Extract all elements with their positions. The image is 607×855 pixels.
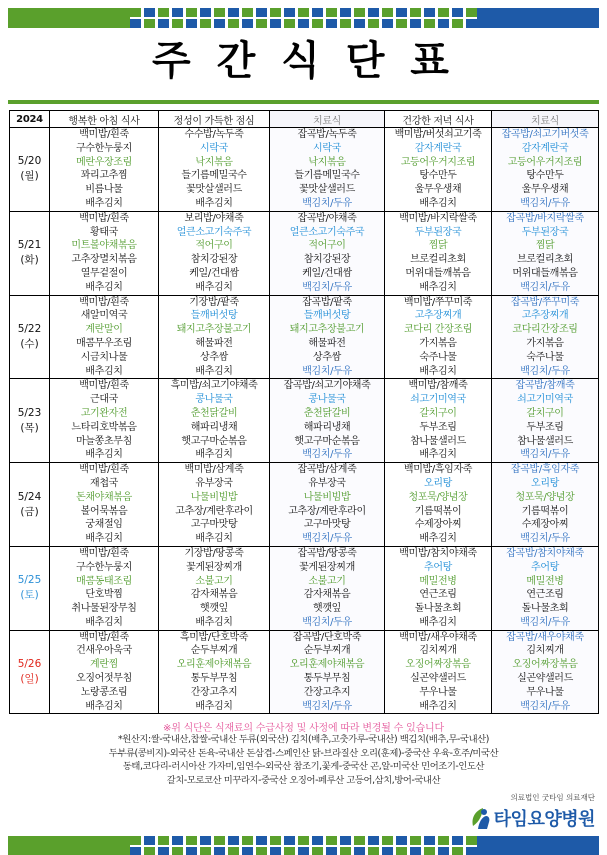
menu-item: 춘천닭갈비	[190, 407, 238, 419]
menu-item: 열무겉절이	[80, 267, 128, 279]
menu-item: 간장고추지	[303, 686, 351, 698]
origin-info	[8, 733, 599, 787]
menu-item: 두부조림	[526, 421, 564, 433]
menu-item: 배추김치	[419, 365, 457, 377]
lunch-cell	[159, 379, 270, 463]
menu-body	[10, 128, 599, 714]
menu-item: 돌나물초회	[414, 603, 462, 615]
menu-item: 햇깻잎	[313, 603, 341, 615]
menu-item: 백미밥/흰죽	[79, 212, 129, 224]
menu-item: 갈치구이	[419, 407, 457, 419]
menu-item: 무우나물	[419, 686, 457, 698]
menu-item: 백미밥/쭈꾸미죽	[403, 296, 473, 308]
menu-item: 햇깻잎	[200, 603, 228, 615]
menu-item: 백김치/두유	[520, 533, 570, 545]
menu-item: 돼지고추장불고기	[176, 324, 252, 336]
breakfast-cell	[50, 630, 159, 714]
menu-item: 배추김치	[85, 533, 123, 545]
menu-item: 얼큰소고기숙주국	[289, 226, 365, 238]
date-cell	[10, 295, 50, 379]
origin-line: 동태,코다리-러시아산 가자미,임연수-외국산 참조기,꽃게-중국산 곤,알-미국산 민어조기-인도산	[122, 761, 485, 772]
menu-item: 상추쌈	[313, 351, 341, 363]
menu-item: 잡곡밥/참깨죽	[515, 380, 575, 392]
menu-item: 순두부찌개	[190, 645, 238, 657]
menu-item: 가지볶음	[419, 337, 457, 349]
menu-item: 춘천닭갈비	[303, 407, 351, 419]
breakfast-cell	[50, 128, 159, 212]
menu-item: 오리훈제야채볶음	[176, 659, 252, 671]
menu-item: 해물파전	[308, 337, 346, 349]
dinner-therapy-cell	[492, 379, 599, 463]
menu-item: 해파리냉채	[190, 421, 238, 433]
menu-item: 배추김치	[419, 449, 457, 461]
origin-line: 갈치-모로코산 미꾸라지-중국산 오징어-페루산 고등어,삼치,방어-국내산	[166, 774, 441, 786]
menu-item: 기장밥/땅콩죽	[184, 547, 244, 559]
date-cell	[10, 379, 50, 463]
menu-item: 낙지볶음	[195, 156, 233, 168]
menu-item: 근대국	[90, 394, 118, 406]
menu-item: 황태국	[90, 226, 118, 238]
menu-item: 흑미밥/단호박죽	[179, 631, 249, 643]
menu-item: 매콤무우조림	[76, 337, 132, 349]
lunch-cell	[159, 211, 270, 295]
menu-item: 단호박찜	[85, 589, 123, 601]
menu-item: 백김치/두유	[302, 281, 352, 293]
menu-item: 통두부무침	[190, 673, 238, 685]
menu-item: 재첩국	[90, 477, 118, 489]
menu-item: 잡곡밥/팥죽	[302, 296, 352, 308]
menu-item: 잡곡밥/삼계죽	[297, 464, 357, 476]
menu-item: 백미밥/흑임자죽	[403, 464, 473, 476]
menu-item: 새알미역국	[80, 310, 128, 322]
menu-item: 기름떡볶이	[521, 505, 569, 517]
menu-item: 얼큰소고기숙주국	[176, 226, 252, 238]
breakfast-header: 행복한 아침 식사	[50, 111, 159, 128]
lunch-therapy-header: 치료식	[270, 111, 385, 128]
dinner-cell	[385, 379, 492, 463]
menu-item: 배추김치	[195, 449, 233, 461]
day-row	[10, 463, 599, 547]
menu-item: 백김치/두유	[302, 700, 352, 712]
menu-item: 낙지볶음	[308, 156, 346, 168]
day-row	[10, 630, 599, 714]
weekday-label: (금)	[20, 505, 39, 518]
menu-item: 백미밥/새우야채죽	[399, 631, 477, 643]
leaf-person-icon	[469, 806, 491, 830]
menu-item: 잡곡밥/바지락쌀죽	[506, 212, 584, 224]
menu-item: 배추김치	[419, 700, 457, 712]
menu-item: 케일/건대쌈	[189, 267, 239, 279]
menu-item: 백김치/두유	[520, 449, 570, 461]
menu-item: 궁채절임	[85, 519, 123, 531]
menu-item: 배추김치	[85, 197, 123, 209]
menu-item: 두부조림	[419, 421, 457, 433]
menu-item: 백김치/두유	[302, 449, 352, 461]
day-row	[10, 211, 599, 295]
lunch-therapy-cell	[270, 630, 385, 714]
menu-item: 잡곡밥/참치야채죽	[506, 547, 584, 559]
menu-item: 들기름메밀국수	[181, 170, 247, 182]
menu-item: 나물비빔밥	[190, 491, 238, 503]
menu-item: 돈채야채볶음	[76, 491, 132, 503]
dinner-therapy-cell	[492, 211, 599, 295]
lunch-cell	[159, 630, 270, 714]
menu-item: 볼어묵볶음	[80, 505, 128, 517]
menu-item: 잡곡밥/녹두죽	[297, 129, 357, 140]
foundation-name: 의료법인 굿타임 의료재단	[510, 793, 595, 802]
menu-item: 실곤약샐러드	[410, 673, 466, 685]
menu-item: 배추김치	[85, 700, 123, 712]
menu-item: 고추장멸치볶음	[71, 254, 137, 266]
menu-item: 잡곡밥/쇠고기야채죽	[283, 380, 371, 392]
year-header: 2024	[10, 111, 50, 128]
menu-item: 매콤동태조림	[76, 575, 132, 587]
weekday-label: (목)	[20, 421, 39, 434]
menu-item: 참치강된장	[190, 254, 238, 266]
menu-item: 백김치/두유	[302, 197, 352, 209]
menu-item: 들기름메밀국수	[294, 170, 360, 182]
menu-item: 쇠고기미역국	[517, 394, 573, 406]
menu-item: 추어탕	[424, 561, 452, 573]
menu-item: 잡곡밥/쇠고기버섯죽	[501, 129, 589, 140]
menu-item: 해파리냉채	[303, 421, 351, 433]
menu-table	[9, 110, 599, 714]
menu-item: 감자채볶음	[303, 589, 351, 601]
menu-item: 시금치나물	[80, 351, 128, 363]
menu-item: 간장고추지	[190, 686, 238, 698]
menu-item: 고추장/계란후라이	[288, 505, 366, 517]
menu-item: 비름나물	[85, 184, 123, 196]
date-label: 5/23	[17, 406, 42, 419]
menu-item: 미트볼야채볶음	[71, 240, 137, 252]
lunch-therapy-cell	[270, 128, 385, 212]
menu-item: 오징어젓무침	[76, 673, 132, 685]
menu-item: 머위대들깨볶음	[512, 267, 578, 279]
menu-item: 연근조림	[526, 589, 564, 601]
menu-item: 배추김치	[195, 365, 233, 377]
dinner-therapy-cell	[492, 546, 599, 630]
menu-item: 참나물샐러드	[517, 435, 573, 447]
menu-item: 코다리 간장조림	[404, 324, 472, 336]
menu-item: 배추김치	[195, 533, 233, 545]
menu-item: 쇠고기미역국	[410, 394, 466, 406]
menu-item: 배추김치	[85, 365, 123, 377]
lunch-therapy-cell	[270, 463, 385, 547]
menu-item: 백미밥/버섯쇠고기죽	[394, 129, 482, 140]
dinner-cell	[385, 463, 492, 547]
origin-line: 두부류(콩비지)-외국산 돈육-국내산 돈삼겹-스페인산 닭-브라질산 오리(훈제)-중국산 우육-호주/미국산	[108, 747, 499, 759]
menu-item: 잡곡밥/야채죽	[297, 212, 357, 224]
menu-item: 잡곡밥/흑임자죽	[510, 464, 580, 476]
menu-item: 기름떡볶이	[414, 505, 462, 517]
menu-item: 꽃맛살샐러드	[186, 184, 242, 196]
date-cell	[10, 546, 50, 630]
menu-item: 수수밥/녹두죽	[184, 129, 244, 140]
weekday-label: (화)	[20, 254, 39, 267]
menu-item: 배추김치	[85, 449, 123, 461]
weekday-label: (일)	[20, 673, 39, 686]
menu-item: 배추김치	[195, 700, 233, 712]
weekday-label: (월)	[20, 170, 39, 183]
date-cell	[10, 211, 50, 295]
menu-item: 백미밥/흰죽	[79, 631, 129, 643]
menu-item: 고추장/계란후라이	[175, 505, 253, 517]
menu-item: 백김치/두유	[302, 365, 352, 377]
menu-item: 백미밥/흰죽	[79, 129, 129, 140]
menu-item: 나물비빔밥	[303, 491, 351, 503]
menu-item: 배추김치	[85, 616, 123, 628]
menu-item: 소불고기	[308, 575, 346, 587]
menu-item: 감자계란국	[414, 142, 462, 154]
menu-item: 배추김치	[419, 281, 457, 293]
menu-item: 숙주나물	[419, 351, 457, 363]
menu-item: 노랑콩조림	[80, 686, 128, 698]
menu-item: 구수한누룽지	[76, 142, 132, 154]
date-label: 5/24	[17, 490, 42, 503]
menu-item: 배추김치	[195, 281, 233, 293]
date-label: 5/26	[17, 658, 42, 671]
hospital-logo	[445, 793, 595, 833]
menu-item: 백김치/두유	[302, 616, 352, 628]
lunch-therapy-cell	[270, 379, 385, 463]
date-label: 5/25	[17, 574, 42, 587]
menu-item: 들깨버섯탕	[190, 310, 238, 322]
menu-item: 메밀전병	[419, 575, 457, 587]
dinner-cell	[385, 546, 492, 630]
menu-item: 배추김치	[195, 197, 233, 209]
menu-item: 백미밥/삼계죽	[184, 464, 244, 476]
menu-item: 고추장찌개	[521, 310, 569, 322]
date-cell	[10, 463, 50, 547]
menu-item: 소불고기	[195, 575, 233, 587]
menu-item: 잡곡밥/쭈꾸미죽	[510, 296, 580, 308]
menu-item: 무우나물	[526, 686, 564, 698]
menu-item: 울무우생채	[521, 184, 569, 196]
date-label: 5/22	[17, 322, 42, 335]
lunch-cell	[159, 295, 270, 379]
title-divider	[8, 100, 599, 104]
menu-item: 백김치/두유	[520, 197, 570, 209]
menu-item: 꽃맛살샐러드	[299, 184, 355, 196]
menu-item: 오리훈제야채볶음	[289, 659, 365, 671]
menu-item: 순두부찌개	[303, 645, 351, 657]
dinner-cell	[385, 295, 492, 379]
menu-item: 찜닭	[428, 240, 448, 252]
menu-item: 오징어짜장볶음	[405, 659, 471, 671]
menu-item: 배추김치	[419, 197, 457, 209]
menu-item: 오징어짜장볶음	[512, 659, 578, 671]
menu-item: 참나물샐러드	[410, 435, 466, 447]
lunch-therapy-cell	[270, 211, 385, 295]
menu-item: 들깨버섯탕	[303, 310, 351, 322]
menu-item: 김치찌개	[419, 645, 457, 657]
menu-item: 추어탕	[531, 561, 559, 573]
menu-item: 배추김치	[85, 281, 123, 293]
menu-item: 보리밥/야채죽	[184, 212, 244, 224]
menu-item: 꽃게된장찌개	[186, 561, 242, 573]
date-cell	[10, 630, 50, 714]
date-label: 5/21	[17, 239, 42, 252]
menu-item: 건새우아욱국	[76, 645, 132, 657]
menu-item: 백김치/두유	[302, 533, 352, 545]
menu-item: 상추쌈	[200, 351, 228, 363]
menu-item: 배추김치	[419, 616, 457, 628]
menu-item: 메밀전병	[526, 575, 564, 587]
menu-item: 김치찌개	[526, 645, 564, 657]
dinner-therapy-cell	[492, 128, 599, 212]
menu-item: 해물파전	[195, 337, 233, 349]
menu-item: 잡곡밥/땅콩죽	[297, 547, 357, 559]
menu-item: 배추김치	[195, 616, 233, 628]
menu-item: 고기완자전	[80, 407, 128, 419]
menu-item: 탕수만두	[419, 170, 457, 182]
day-row	[10, 379, 599, 463]
menu-item: 백김치/두유	[520, 281, 570, 293]
menu-item: 브로컬리초회	[410, 254, 466, 266]
menu-item: 계란말이	[85, 324, 123, 336]
menu-item: 배추김치	[419, 533, 457, 545]
menu-item: 햇고구마순볶음	[294, 435, 360, 447]
menu-item: 시락국	[200, 142, 228, 154]
menu-item: 잡곡밥/새우야채죽	[506, 631, 584, 643]
lunch-therapy-cell	[270, 295, 385, 379]
menu-item: 백미밥/흰죽	[79, 380, 129, 392]
menu-item: 코다리간장조림	[512, 324, 578, 336]
header-row	[10, 111, 599, 128]
menu-item: 브로컬리초회	[517, 254, 573, 266]
menu-item: 백미밥/흰죽	[79, 547, 129, 559]
menu-item: 햇고구마순볶음	[181, 435, 247, 447]
menu-item: 찜닭	[535, 240, 555, 252]
menu-item: 수제장아찌	[521, 519, 569, 531]
menu-item: 두부된장국	[521, 226, 569, 238]
menu-item: 시락국	[313, 142, 341, 154]
menu-item: 가지볶음	[526, 337, 564, 349]
menu-item: 계란찜	[90, 659, 118, 671]
breakfast-cell	[50, 379, 159, 463]
origin-line: *원산지:쌀-국내산,찹쌀-국내산 두류(외국산) 김치(배추,고춧가루-국내산) 백김치(배추,무-국내산)	[118, 734, 489, 745]
breakfast-cell	[50, 546, 159, 630]
menu-item: 고구마맛탕	[190, 519, 238, 531]
menu-item: 울무우생채	[414, 184, 462, 196]
menu-item: 백미밥/참깨죽	[408, 380, 468, 392]
dinner-header: 건강한 저녁 식사	[385, 111, 492, 128]
menu-item: 감자계란국	[521, 142, 569, 154]
menu-item: 기장밥/팥죽	[189, 296, 239, 308]
menu-item: 실곤약샐러드	[517, 673, 573, 685]
menu-item: 적어구이	[195, 240, 233, 252]
menu-item: 돌나물초회	[521, 603, 569, 615]
menu-item: 수제장아찌	[414, 519, 462, 531]
menu-item: 케일/건대쌈	[302, 267, 352, 279]
day-row	[10, 128, 599, 212]
dinner-therapy-header: 치료식	[492, 111, 599, 128]
menu-item: 백김치/두유	[520, 616, 570, 628]
menu-item: 적어구이	[308, 240, 346, 252]
dinner-cell	[385, 630, 492, 714]
weekday-label: (토)	[20, 589, 39, 602]
menu-item: 백미밥/참치야채죽	[399, 547, 477, 559]
day-row	[10, 546, 599, 630]
menu-item: 돼지고추장불고기	[289, 324, 365, 336]
menu-item: 꽃게된장찌개	[299, 561, 355, 573]
menu-item: 백김치/두유	[520, 365, 570, 377]
date-label: 5/20	[17, 155, 42, 168]
menu-item: 백미밥/흰죽	[79, 464, 129, 476]
weekday-label: (수)	[20, 337, 39, 350]
lunch-cell	[159, 463, 270, 547]
lunch-cell	[159, 546, 270, 630]
menu-item: 유부장국	[308, 477, 346, 489]
menu-item: 느타리호박볶음	[71, 421, 137, 433]
dinner-cell	[385, 211, 492, 295]
menu-item: 숙주나물	[526, 351, 564, 363]
date-cell	[10, 128, 50, 212]
menu-item: 흑미밥/쇠고기야채죽	[170, 380, 258, 392]
top-decorative-stripe	[8, 8, 599, 28]
bottom-decorative-stripe	[8, 836, 599, 855]
menu-item: 백김치/두유	[520, 700, 570, 712]
breakfast-cell	[50, 463, 159, 547]
menu-item: 참치강된장	[303, 254, 351, 266]
menu-item: 감자채볶음	[190, 589, 238, 601]
menu-item: 유부장국	[195, 477, 233, 489]
menu-item: 백미밥/흰죽	[79, 296, 129, 308]
menu-item: 두부된장국	[414, 226, 462, 238]
menu-item: 연근조림	[419, 589, 457, 601]
breakfast-cell	[50, 211, 159, 295]
day-row	[10, 295, 599, 379]
menu-item: 고추장찌개	[414, 310, 462, 322]
menu-item: 취나물된장무침	[71, 603, 137, 615]
menu-item: 오리탕	[531, 477, 559, 489]
menu-item: 잡곡밥/단호박죽	[292, 631, 362, 643]
menu-item: 꽈리고추찜	[80, 170, 128, 182]
hospital-name: 타임요양병원	[493, 809, 595, 830]
dinner-therapy-cell	[492, 295, 599, 379]
menu-item: 통두부무침	[303, 673, 351, 685]
menu-item: 탕수만두	[526, 170, 564, 182]
menu-item: 마늘쫑초무침	[76, 435, 132, 447]
change-notice: ※위 식단은 식재료의 수급사정 및 사정에 따라 변경될 수 있습니다	[163, 723, 444, 734]
dinner-therapy-cell	[492, 463, 599, 547]
menu-item: 메란우장조림	[76, 156, 132, 168]
menu-item: 콩나물국	[308, 394, 346, 406]
menu-item: 구수한누룽지	[76, 561, 132, 573]
menu-item: 콩나물국	[195, 394, 233, 406]
menu-item: 오리탕	[424, 477, 452, 489]
dinner-therapy-cell	[492, 630, 599, 714]
menu-item: 백미밥/바지락쌀죽	[399, 212, 477, 224]
lunch-therapy-cell	[270, 546, 385, 630]
menu-item: 청포묵/양념장	[408, 491, 468, 503]
menu-item: 고등어우거지조림	[507, 156, 583, 168]
lunch-header: 정성이 가득한 점심	[159, 111, 270, 128]
menu-item: 고등어우거지조림	[400, 156, 476, 168]
breakfast-cell	[50, 295, 159, 379]
menu-item: 고구마맛탕	[303, 519, 351, 531]
page-title: 주 간 식 단 표	[152, 38, 455, 84]
menu-item: 청포묵/양념장	[515, 491, 575, 503]
lunch-cell	[159, 128, 270, 212]
menu-item: 머위대들깨볶음	[405, 267, 471, 279]
dinner-cell	[385, 128, 492, 212]
menu-item: 갈치구이	[526, 407, 564, 419]
